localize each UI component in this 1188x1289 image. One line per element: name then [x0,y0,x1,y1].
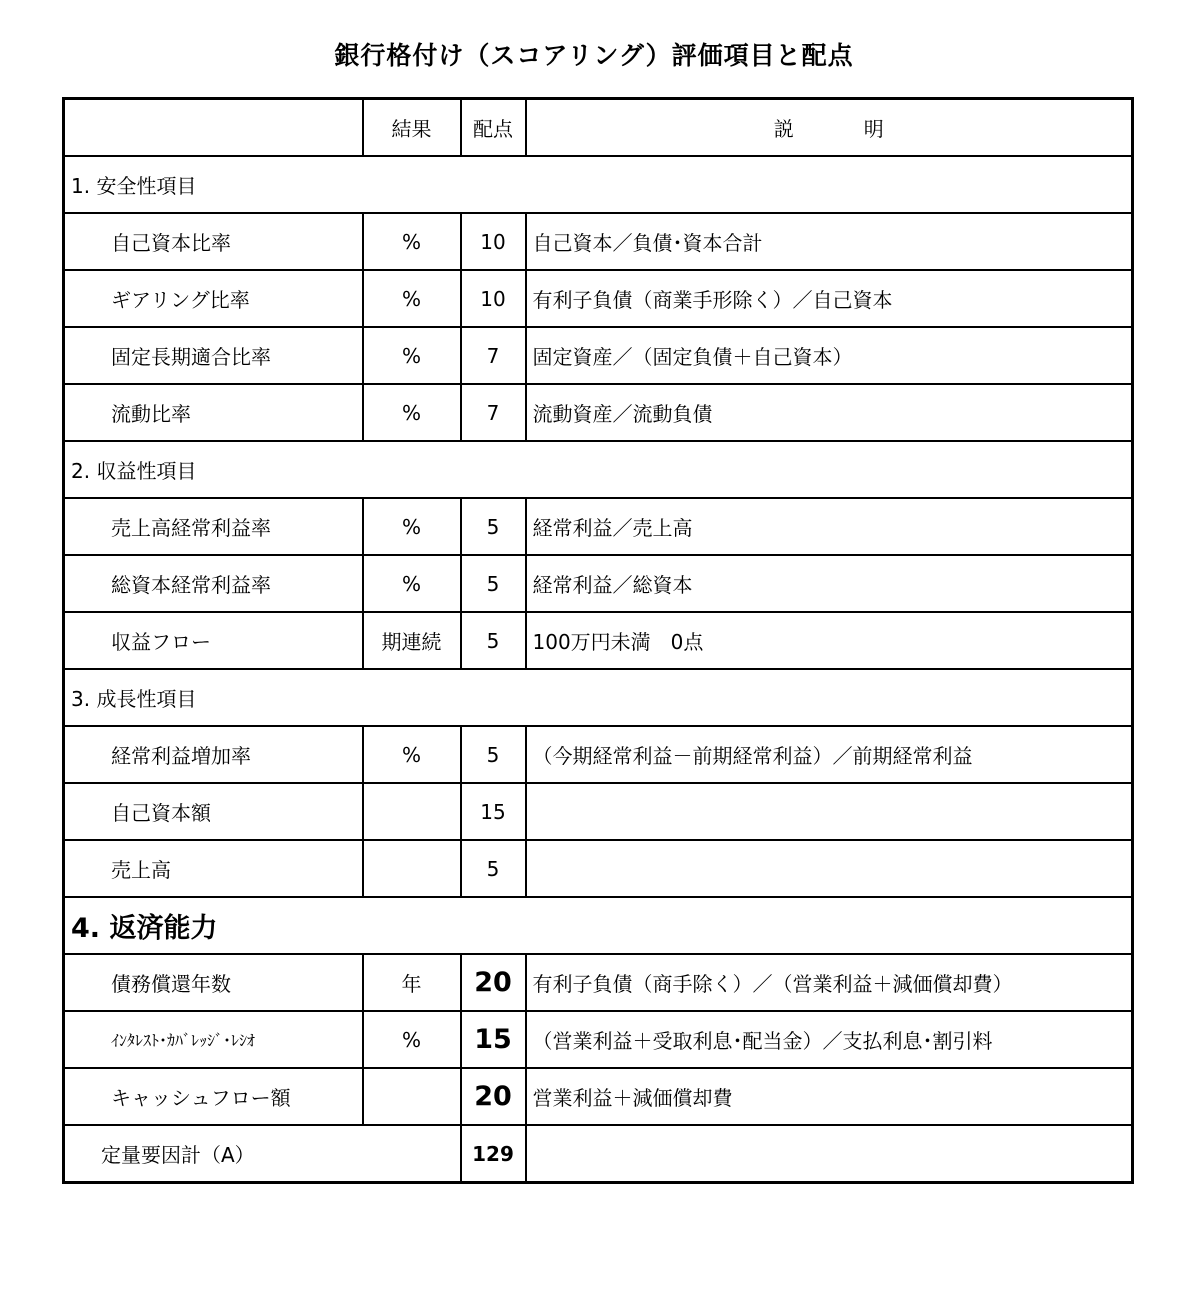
description-cell [526,783,1133,840]
section-row-safety [64,156,1133,213]
item-label: 固定長期適合比率 [64,327,363,384]
points-cell: 15 [461,1011,526,1068]
table-row [64,498,1133,555]
result-cell [363,840,461,897]
table-row [64,840,1133,897]
item-label: 債務償還年数 [64,954,363,1011]
points-cell: 5 [461,498,526,555]
total-row [64,1125,1133,1183]
result-cell: % [363,726,461,783]
item-label: キャッシュフロー額 [64,1068,363,1125]
description-cell: 有利子負債（商業手形除く）／自己資本 [526,270,1133,327]
description-cell [526,840,1133,897]
description-cell: 流動資産／流動負債 [526,384,1133,441]
section-heading: 4. 返済能力 [64,897,1133,954]
description-cell: 自己資本／負債･資本合計 [526,213,1133,270]
result-cell: % [363,498,461,555]
result-cell: % [363,384,461,441]
item-label: ｲﾝﾀﾚｽﾄ･ｶﾊﾞﾚｯｼﾞ･ﾚｼｵ [64,1011,363,1068]
item-label: 総資本経常利益率 [64,555,363,612]
description-cell: 営業利益＋減価償却費 [526,1068,1133,1125]
result-cell: % [363,270,461,327]
result-cell: 期連続 [363,612,461,669]
table-row [64,327,1133,384]
points-cell: 5 [461,555,526,612]
points-cell: 20 [461,954,526,1011]
total-label: 定量要因計（A） [64,1125,461,1183]
scoring-table [62,97,1134,1184]
header-description: 説 明 [526,99,1133,157]
header-item [64,99,363,157]
page-title: 銀行格付け（スコアリング）評価項目と配点 [334,41,854,70]
result-cell [363,1068,461,1125]
points-cell: 5 [461,612,526,669]
item-label: 経常利益増加率 [64,726,363,783]
table-header-row [64,99,1133,157]
table-row [64,555,1133,612]
result-cell: % [363,327,461,384]
result-cell: % [363,213,461,270]
description-cell: 100万円未満 0点 [526,612,1133,669]
description-cell: 経常利益／総資本 [526,555,1133,612]
section-row-profitability [64,441,1133,498]
table-row [64,783,1133,840]
table-row [64,612,1133,669]
item-label: 売上高 [64,840,363,897]
item-label: 収益フロー [64,612,363,669]
table-row [64,270,1133,327]
points-cell: 7 [461,384,526,441]
section-row-repayment [64,897,1133,954]
header-points: 配点 [461,99,526,157]
points-cell: 15 [461,783,526,840]
table-row [64,213,1133,270]
section-heading: 1. 安全性項目 [64,156,1133,213]
section-heading: 3. 成長性項目 [64,669,1133,726]
item-label: 流動比率 [64,384,363,441]
table-row [64,954,1133,1011]
result-cell: % [363,1011,461,1068]
description-cell: 経常利益／売上高 [526,498,1133,555]
points-cell: 20 [461,1068,526,1125]
table-row [64,726,1133,783]
points-cell: 5 [461,840,526,897]
points-cell: 10 [461,270,526,327]
description-cell: 有利子負債（商手除く）／（営業利益＋減価償却費） [526,954,1133,1011]
section-row-growth [64,669,1133,726]
header-result: 結果 [363,99,461,157]
total-points: 129 [461,1125,526,1183]
item-label: 自己資本額 [64,783,363,840]
table-row [64,1068,1133,1125]
table-row [64,384,1133,441]
item-label: 自己資本比率 [64,213,363,270]
result-cell: % [363,555,461,612]
points-cell: 10 [461,213,526,270]
description-cell: 固定資産／（固定負債＋自己資本） [526,327,1133,384]
result-cell: 年 [363,954,461,1011]
item-label: 売上高経常利益率 [64,498,363,555]
points-cell: 5 [461,726,526,783]
section-heading: 2. 収益性項目 [64,441,1133,498]
total-description [526,1125,1133,1183]
result-cell [363,783,461,840]
table-row [64,1011,1133,1068]
points-cell: 7 [461,327,526,384]
description-cell: （今期経常利益－前期経常利益）／前期経常利益 [526,726,1133,783]
description-cell: （営業利益＋受取利息･配当金）／支払利息･割引料 [526,1011,1133,1068]
item-label: ギアリング比率 [64,270,363,327]
